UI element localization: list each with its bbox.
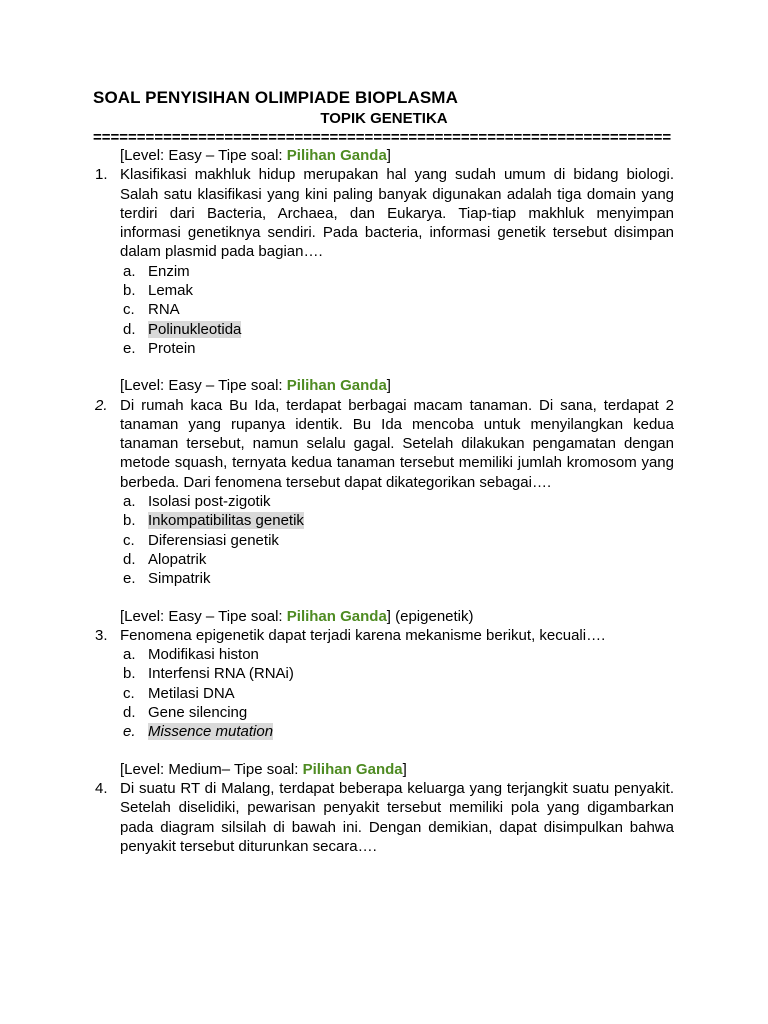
option-text: Inkompatibilitas genetik [148,512,304,530]
answer-option-highlighted [120,320,768,339]
option-letter: d. [123,704,136,722]
option-text: Isolasi post-zigotik [148,493,271,511]
level-prefix: [Level: Easy – Tipe soal: [120,377,287,395]
option-letter: b. [123,282,136,300]
question-level-tag [120,607,768,626]
answer-option [120,262,768,281]
answer-option-highlighted [120,511,768,530]
option-text: Enzim [148,262,190,280]
question-text [95,165,674,261]
option-letter: a. [123,493,136,511]
option-text: RNA [148,301,180,319]
option-text: Modifikasi histon [148,646,259,664]
question-body: Di suatu RT di Malang, terdapat beberapa keluarga yang terjangkit suatu penyakit. Setelah diselidiki, pewarisan penyakit tersebut memiliki pola yang digambarkan pada diagram silsilah di bawah ini. Dengan demikian, dapat disimpulkan bahwa penyakit tersebut diturunkan secara…. [120,779,674,855]
spacer [0,742,768,760]
answer-option [120,531,768,550]
option-text: Gene silencing [148,704,248,722]
level-suffix: ] [386,147,391,164]
question-type: Pilihan Ganda [302,760,403,778]
question-number: 1. [95,166,108,184]
answer-options [120,492,768,588]
option-letter: b. [123,512,136,530]
answer-option [120,645,768,664]
question-body: Di rumah kaca Bu Ida, terdapat berbagai macam tanaman. Di sana, terdapat 2 tanaman yang rupanya identik. Bu Ida mencoba untuk menyilangkan kedua tanaman tersebut, namun selalu gagal. Setelah dilakukan pengamatan dengan metode squash, ternyata kedua tanaman tersebut memiliki jumlah kromosom yang berbeda. Dari fenomena tersebut dapat dikategorikan sebagai…. [120,396,674,491]
question-block [0,760,768,856]
answer-option-highlighted [120,722,768,741]
level-prefix: [Level: Easy – Tipe soal: [120,607,287,625]
option-letter: a. [123,262,136,280]
document-subtitle [0,110,768,127]
question-type: Pilihan Ganda [286,607,387,625]
question-text [95,779,674,856]
option-text: Protein [148,339,196,357]
option-letter: c. [123,684,135,702]
question-block [0,376,768,588]
option-text: Simpatrik [148,570,211,588]
level-prefix: [Level: Easy – Tipe soal: [120,147,287,164]
option-text: Diferensiasi genetik [148,531,279,549]
answer-option [120,664,768,683]
option-letter: e. [123,723,136,741]
option-letter: c. [123,301,135,319]
document-title: SOAL PENYISIHAN OLIMPIADE BIOPLASMA [93,88,458,107]
question-block [0,146,768,358]
question-level-tag [120,376,768,395]
question-text [95,626,674,645]
answer-option [120,569,768,588]
question-list [0,146,768,856]
answer-option [120,684,768,703]
answer-option [120,550,768,569]
question-type: Pilihan Ganda [286,377,387,395]
level-suffix: ] [386,377,391,395]
question-type: Pilihan Ganda [286,147,387,164]
question-number: 3. [95,626,108,644]
question-level-tag [120,760,768,779]
option-text: Polinukleotida [148,320,242,338]
answer-option [120,703,768,722]
answer-option [120,300,768,319]
question-level-tag [120,146,768,165]
option-text: Metilasi DNA [148,684,235,702]
question-body: Fenomena epigenetik dapat terjadi karena mekanisme berikut, kecuali…. [120,626,606,644]
answer-option [120,492,768,511]
question-number: 4. [95,779,108,797]
option-letter: b. [123,665,136,683]
option-text: Alopatrik [148,550,207,568]
level-prefix: [Level: Medium– Tipe soal: [120,760,303,778]
spacer [0,358,768,376]
option-letter: e. [123,339,136,357]
answer-option [120,339,768,358]
option-text: Interfensi RNA (RNAi) [148,665,294,683]
question-number: 2. [95,396,108,414]
separator-line: ================================================================== [93,129,672,146]
spacer [0,589,768,607]
question-block [0,607,768,742]
level-suffix: ] (epigenetik) [386,607,474,625]
option-text: Lemak [148,282,194,300]
answer-options [120,262,768,358]
option-text: Missence mutation [148,723,274,741]
option-letter: d. [123,550,136,568]
level-suffix: ] [402,760,407,778]
answer-options [120,645,768,741]
option-letter: c. [123,531,135,549]
answer-option [120,281,768,300]
option-letter: d. [123,320,136,338]
question-text [95,396,674,492]
topic-label: TOPIK GENETIKA [320,110,448,127]
option-letter: e. [123,570,136,588]
option-letter: a. [123,646,136,664]
question-body: Klasifikasi makhluk hidup merupakan hal yang sudah umum di bidang biologi. Salah satu klasifikasi yang kini paling banyak digunakan adalah tiga domain yang terdiri dari Bacteria, Archaea, dan Eukarya. Tiap-tiap makhluk menyimpan informasi genetiknya sendiri. Pada bacteria, informasi genetik tersebut disimpan dalam plasmid pada bagian…. [120,166,674,261]
